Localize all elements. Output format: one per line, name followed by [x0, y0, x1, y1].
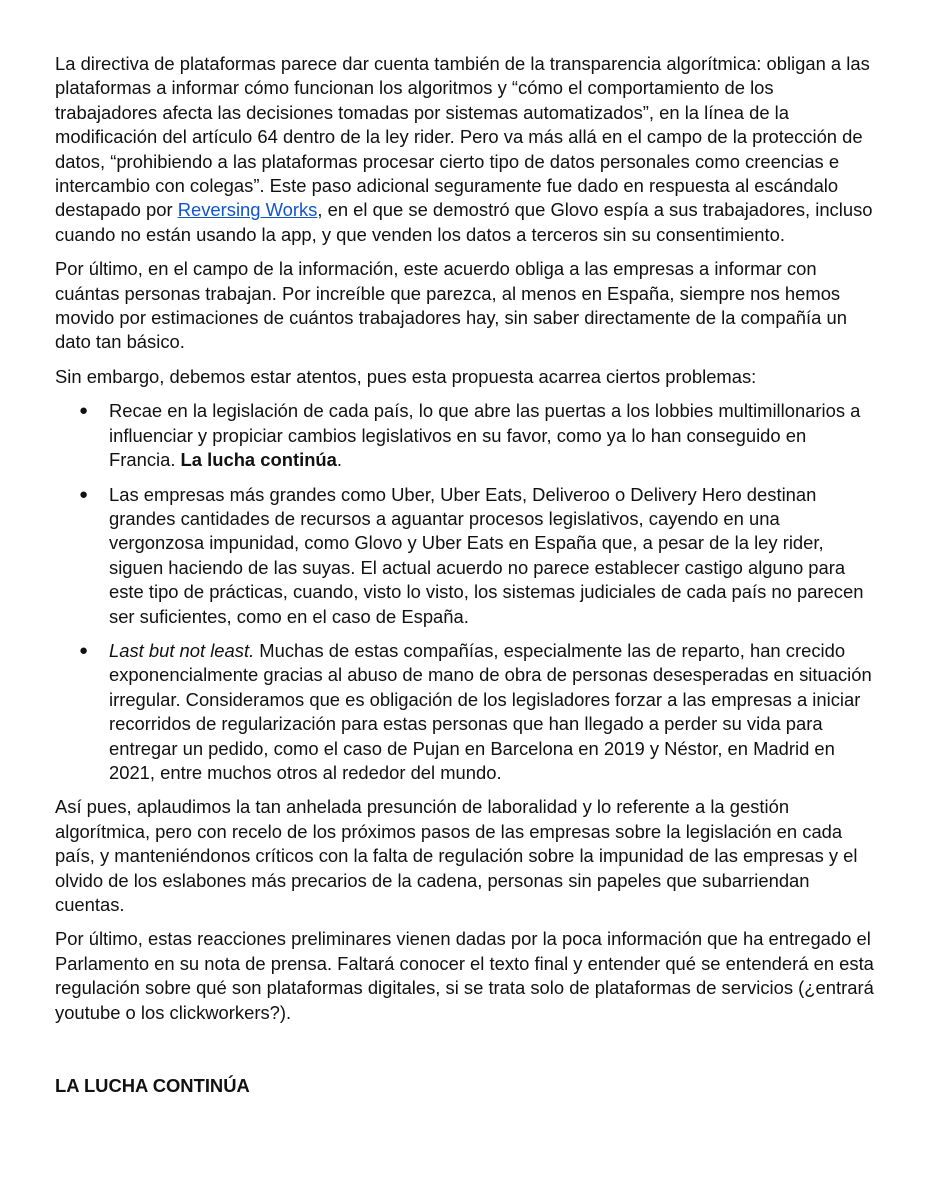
paragraph-text: La directiva de plataformas parece dar cuenta también de la transparencia algorítmica: obligan a las plataformas a informar cómo funcionan los algoritmos y “cómo el comportamiento de los trabajadores afecta las decisiones tomadas por sistemas automatizados”, en la línea de la modificación del artículo 64 dentro de la ley rider. Pero va más allá en el campo de la protección de datos, “prohibiendo a las plataformas procesar cierto tipo de datos personales como creencias e intercambio con colegas”. Este paso adicional seguramente fue dado en respuesta al escándalo destapado por [55, 53, 870, 221]
document-page [55, 52, 875, 1108]
list-item [55, 399, 875, 472]
bullet-icon: ● [79, 402, 89, 420]
reversing-works-link[interactable]: Reversing Works [177, 199, 318, 221]
bullet-icon: ● [79, 485, 89, 503]
list-item [55, 639, 875, 785]
list-item-bold-text: La lucha continúa [180, 449, 337, 471]
list-item-italic-text: Last but not least. [109, 639, 255, 661]
list-item-text: . [336, 449, 343, 471]
closing-heading: LA LUCHA CONTINÚA [55, 1075, 250, 1097]
bullet-icon: ● [79, 641, 89, 659]
paragraph-conclusion: Así pues, aplaudimos la tan anhelada presunción de laboralidad y lo referente a la gestión algorítmica, pero con recelo de los próximos pasos de las empresas sobre la legislación en cada país, y manteniéndonos críticos con la falta de regulación sobre la impunidad de las empresas y el olvido de los eslabones más precarios de la cadena, personas sin papeles que subarriendan cuentas. [55, 796, 858, 915]
paragraph-text: , en el que se demostró que Glovo espía a sus trabajadores, incluso cuando no están usando la app, y que venden los datos a terceros sin su consentimiento. [55, 199, 873, 245]
paragraph-transparency [55, 52, 875, 247]
list-item-text: Las empresas más grandes como Uber, Uber Eats, Deliveroo o Delivery Hero destinan grandes cantidades de recursos a aguantar procesos legislativos, cayendo en una vergonzosa impunidad, como Glovo y Uber Eats en España que, a pesar de la ley rider, siguen haciendo de las suyas. El actual acuerdo no parece establecer castigo alguno para este tipo de prácticas, cuando, visto lo visto, los sistemas judiciales de cada país no parecen ser suficientes, como en el caso de España. [109, 483, 864, 627]
list-item-text: Recae en la legislación de cada país, lo que abre las puertas a los lobbies multimillonarios a influenciar y propiciar cambios legislativos en su favor, como ya lo han conseguido en Francia. [109, 400, 861, 471]
paragraph-final-note: Por último, estas reacciones preliminares vienen dadas por la poca información que ha entregado el Parlamento en su nota de prensa. Faltará conocer el texto final y entender qué se entenderá en esta regulación sobre qué son plataformas digitales, si se trata solo de plataformas de servicios (¿entrará youtube o los clickworkers?). [55, 928, 874, 1023]
list-item [55, 483, 875, 629]
paragraph-problems-intro: Sin embargo, debemos estar atentos, pues esta propuesta acarrea ciertos problemas: [55, 365, 757, 387]
list-item-text: Muchas de estas compañías, especialmente las de reparto, han crecido exponencialmente gracias al abuso de mano de obra de personas desesperadas en situación irregular. Consideramos que es obligación de los legisladores forzar a las empresas a iniciar recorridos de regularización para estas personas que han llegado a perder su vida para entregar un pedido, como el caso de Pujan en Barcelona en 2019 y Néstor, en Madrid en 2021, entre muchos otros al rededor del mundo. [109, 639, 872, 783]
paragraph-information: Por último, en el campo de la información, este acuerdo obliga a las empresas a informar con cuántas personas trabajan. Por increíble que parezca, al menos en España, siempre nos hemos movido por estimaciones de cuántos trabajadores hay, sin saber directamente de la compañía un dato tan básico. [55, 258, 847, 353]
problems-list [55, 399, 875, 785]
